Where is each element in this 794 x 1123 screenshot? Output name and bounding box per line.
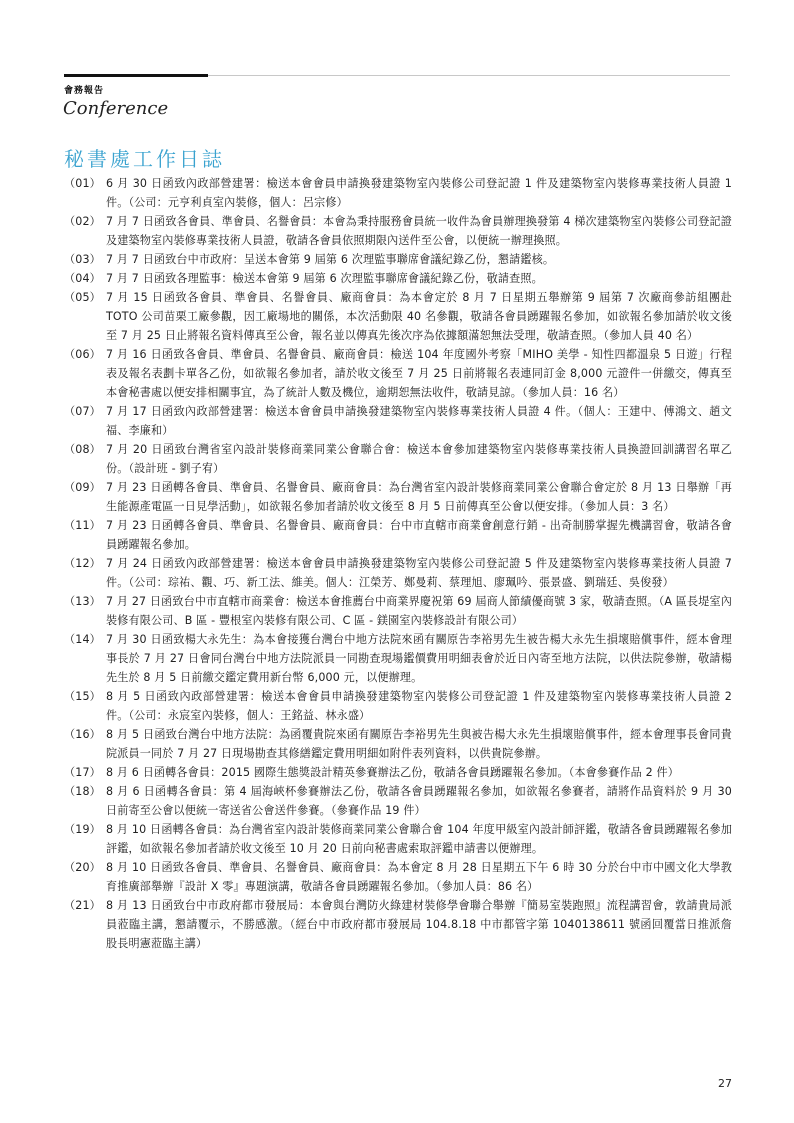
entry-text: 8 月 6 日函轉各會員：第 4 屆海峽杯參賽辦法乙份，敬請各會員踴躍報名參加，如欲報名參賽者，請將作品資料於 9 月 30 日前寄至公會以便統一寄送省公會送件參賽。（參賽作品 19 件） [106,785,732,817]
entry-number: （20） [64,861,101,874]
entry-text: 7 月 15 日函致各會員、準會員、名譽會員、廠商會員：為本會定於 8 月 7 日星期五舉辦第 9 屆第 7 次廠商參訪組團赴 TOTO 公司苗栗工廠參觀，因工廠場地的關係，本次活動限 40 名參觀，敬請各會員踴躍報名參加，如欲報名參加請於收文後至 7 月 25 日止將報名資料傳真至公會，報名並以傳真先後次序為依據額滿恕無法受理，敬請查照。（參加人員 40 名） [106,291,732,342]
log-entry [64,896,732,953]
log-entry [64,288,732,345]
log-entry [64,516,732,554]
log-entry-list [64,174,732,953]
entry-text: 7 月 24 日函致內政部營建署：檢送本會會員申請換發建築物室內裝修公司登記證 5 件及建築物室內裝修專業技術人員證 7 件。（公司：琮祐、觀、巧、新工法、維美。個人：江榮芳、鄭曼莉、蔡理旭、廖珮吟、張景盛、劉瑞廷、吳俊發） [106,557,732,589]
entry-text: 7 月 17 日函致內政部營建署：檢送本會會員申請換發建築物室內裝修專業技術人員證 4 件。（個人：王建中、傅鴻文、趙文福、李廉和） [106,405,732,437]
entry-number: （18） [64,785,101,798]
entry-text: 7 月 27 日函致台中市直轄市商業會：檢送本會推薦台中商業界慶祝第 69 屆商人節績優商號 3 家，敬請查照。（A 區長堤室內裝修有限公司、B 區 - 豐根室內裝修有限公司、C 區 - 鎂園室內裝修設計有限公司） [106,595,732,627]
log-entry [64,554,732,592]
header-rule-thin [208,75,730,76]
log-entry [64,478,732,516]
log-entry [64,782,732,820]
entry-number: （12） [64,557,101,570]
entry-number: （17） [64,766,101,779]
entry-text: 8 月 6 日函轉各會員：2015 國際生態獎設計精英參賽辦法乙份，敬請各會員踴躍報名參加。（本會參賽作品 2 件） [106,766,679,779]
entry-number: （06） [64,348,101,361]
entry-text: 8 月 13 日函致台中市政府都市發展局：本會與台灣防火綠建材裝修學會聯合舉辦『簡易室裝跑照』流程講習會，敦請貴局派員蒞臨主講，懇請覆示，不勝感激。（經台中市政府都市發展局 104.8.18 中市都管字第 1040138611 號函回覆當日推派詹股長明憲蒞臨主講） [106,899,732,950]
log-entry [64,763,732,782]
entry-text: 8 月 5 日函致內政部營建署：檢送本會會員申請換發建築物室內裝修公司登記證 1 件及建築物室內裝修專業技術人員證 2 件。（公司：永宸室內裝修，個人：王銘益、林永盛） [106,690,732,722]
entry-number: （19） [64,823,101,836]
entry-text: 7 月 23 日函轉各會員、準會員、名譽會員、廠商會員：台中市直轄市商業會創意行銷 - 出奇制勝掌握先機講習會，敬請各會員踴躍報名參加。 [106,519,732,551]
log-entry [64,440,732,478]
section-label-en: Conference [63,98,169,119]
entry-text: 8 月 5 日函致台灣台中地方法院：為函覆貴院來函有關原告李裕男先生與被告楊大永先生損壞賠償事件，經本會理事長會同貴院派員一同於 7 月 27 日現場勘查其修繕鑑定費用明細如附件表列資料，以供貴院參辦。 [106,728,732,760]
entry-number: （01） [64,177,101,190]
page-title: 秘書處工作日誌 [64,147,225,171]
entry-text: 8 月 10 日函致各會員、準會員、名譽會員、廠商會員：為本會定 8 月 28 日星期五下午 6 時 30 分於台中市中國文化大學教育推廣部舉辦『設計 X 零』專題演講，敬請各會員踴躍報名參加。（參加人員：86 名） [106,861,732,893]
entry-number: （05） [64,291,101,304]
entry-number: （16） [64,728,101,741]
entry-number: （07） [64,405,101,418]
header-rule-thick [64,74,208,77]
log-entry [64,725,732,763]
entry-text: 7 月 7 日函致各會員、準會員、名譽會員：本會為秉持服務會員統一收件為會員辦理換發第 4 梯次建築物室內裝修公司登記證及建築物室內裝修專業技術人員證，敬請各會員依照期限內送件至公會，以便統一辦理換照。 [106,215,732,247]
log-entry [64,345,732,402]
entry-number: （03） [64,253,101,266]
entry-text: 7 月 7 日函致台中市政府：呈送本會第 9 屆第 6 次理監事聯席會議紀錄乙份，懇請鑑核。 [106,253,555,266]
entry-number: （08） [64,443,101,456]
section-label-cn: 會務報告 [64,86,105,96]
entry-number: （13） [64,595,101,608]
entry-text: 7 月 7 日函致各理監事：檢送本會第 9 屆第 6 次理監事聯席會議紀錄乙份，敬請查照。 [106,272,543,285]
page-number: 27 [718,1077,732,1090]
log-entry [64,820,732,858]
entry-number: （02） [64,215,101,228]
entry-text: 7 月 20 日函致台灣省室內設計裝修商業同業公會聯合會：檢送本會參加建築物室內裝修專業技術人員換證回訓講習名單乙份。（設計班 - 劉子宥） [106,443,732,475]
entry-number: （15） [64,690,101,703]
entry-text: 8 月 10 日函轉各會員：為台灣省室內設計裝修商業同業公會聯合會 104 年度甲級室內設計師評鑑，敬請各會員踴躍報名參加評鑑，如欲報名參加者請於收文後至 10 月 20 日前向秘書處索取評鑑申請書以便辦理。 [106,823,732,855]
log-entry [64,269,732,288]
entry-text: 7 月 30 日函致楊大永先生：為本會接獲台灣台中地方法院來函有關原告李裕男先生被告楊大永先生損壞賠償事件，經本會理事長於 7 月 27 日會同台灣台中地方法院派員一同勘查現場鑑價費用明細表會於近日內寄至地方法院，以供法院參辦，敬請楊先生於 8 月 5 日前繳交鑑定費用新台幣 6,000 元，以便辦理。 [106,633,732,684]
log-entry [64,687,732,725]
entry-text: 7 月 16 日函致各會員、準會員、名譽會員、廠商會員：檢送 104 年度國外考察「MIHO 美學 - 知性四都溫泉 5 日遊」行程表及報名表劃卡單各乙份，如欲報名參加者，請於收文後至 7 月 25 日前將報名表連同訂金 8,000 元證件一併繳交，傳真至本會秘書處以便安排相關事宜，為了統計人數及機位，逾期恕無法收件，敬請見諒。（參加人員：16 名） [106,348,732,399]
log-entry [64,592,732,630]
entry-number: （21） [64,899,101,912]
entry-text: 6 月 30 日函致內政部營建署：檢送本會會員申請換發建築物室內裝修公司登記證 1 件及建築物室內裝修專業技術人員證 1 件。（公司：元亨利貞室內裝修，個人：呂宗修） [106,177,732,209]
entry-text: 7 月 23 日函轉各會員、準會員、名譽會員、廠商會員：為台灣省室內設計裝修商業同業公會聯合會定於 8 月 13 日舉辦「再生能源產電區一日見學活動」，如欲報名參加者請於收文後至 8 月 5 日前傳真至公會以便安排。（參加人員：3 名） [106,481,732,513]
log-entry [64,174,732,212]
entry-number: （09） [64,481,101,494]
entry-number: （11） [64,519,101,532]
entry-number: （14） [64,633,101,646]
log-entry [64,630,732,687]
entry-number: （04） [64,272,101,285]
log-entry [64,402,732,440]
log-entry [64,212,732,250]
log-entry [64,858,732,896]
log-entry [64,250,732,269]
